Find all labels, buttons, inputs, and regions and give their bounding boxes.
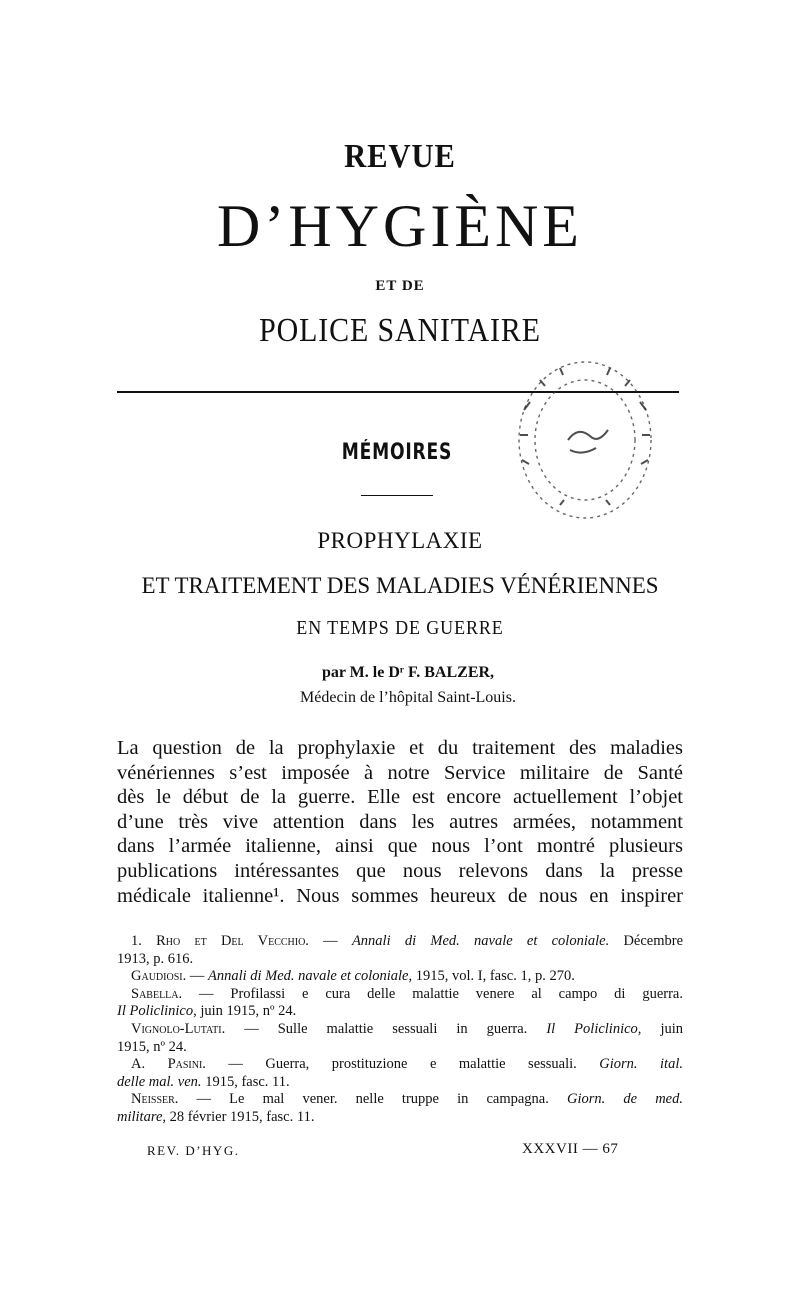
article-byline: par M. le Dʳ F. BALZER, <box>321 664 495 681</box>
article-title-line2: ET TRAITEMENT DES MALADIES VÉNÉRIENNES <box>141 573 659 598</box>
footnote-4-cont: 1915, nº 24. <box>117 1038 187 1055</box>
footnote-5-cont: delle mal. ven. 1915, fasc. 11. <box>117 1073 290 1090</box>
article-affiliation: Médecin de l’hôpital Saint-Louis. <box>300 689 516 706</box>
article-title-line1: PROPHYLAXIE <box>317 528 483 553</box>
footnote-4: Vignolo-Lutati. — Sulle malattie sessuali in guerra. Il Policlinico, juin <box>131 1020 684 1037</box>
body-line: médicale italienne¹. Nous sommes heureux de nous en inspirer <box>117 884 683 907</box>
footnote-5: A. Pasini. — Guerra, prostituzione e malattie sessuali. Giorn. ital. <box>131 1056 683 1073</box>
section-rule <box>361 495 433 496</box>
running-footer-journal: REV. D’HYG. <box>147 1143 240 1158</box>
footnote-2: Gaudiosi. — Annali di Med. navale et coloniale, 1915, vol. I, fasc. 1, p. 270. <box>131 968 575 985</box>
library-stamp-icon <box>500 340 670 520</box>
body-line: dès le début de la guerre. Elle est encore actuellement l’objet <box>117 786 683 809</box>
footnote-6: Neisser. — Le mal vener. nelle truppe in campagna. Giorn. de med. <box>131 1091 683 1108</box>
article-title-line3: EN TEMPS DE GUERRE <box>296 617 504 639</box>
body-line: dans l’armée italienne, ainsi que nous l’ont montré plusieurs <box>117 835 683 858</box>
body-line: d’une très vive attention dans les autres armées, notamment <box>117 810 683 833</box>
masthead-et-de: ET DE <box>375 278 425 294</box>
section-heading: MÉMOIRES <box>341 440 453 465</box>
masthead-revue: REVUE <box>344 138 456 175</box>
masthead-police-sanitaire: POLICE SANITAIRE <box>259 312 541 349</box>
running-footer-page: XXXVII — 67 <box>522 1141 619 1157</box>
footnote-1-cont: 1913, p. 616. <box>117 950 194 967</box>
masthead-title: D’HYGIÈNE <box>217 193 583 259</box>
footnote-3-cont: Il Policlinico, juin 1915, nº 24. <box>117 1003 297 1020</box>
footnote-3: Sabella. — Profilassi e cura delle malattie venere al campo di guerra. <box>131 985 683 1002</box>
body-line: publications intéressantes que nous relevons dans la presse <box>117 859 683 882</box>
footnotes <box>117 933 683 1127</box>
footnote-1: 1. Rho et Del Vecchio. — Annali di Med. navale et coloniale. Décembre <box>131 933 684 949</box>
body-paragraph <box>117 736 683 908</box>
footnote-6-cont: militare, 28 février 1915, fasc. 11. <box>117 1108 315 1125</box>
body-line: vénériennes s’est imposée à notre Service militaire de Santé <box>117 761 683 784</box>
body-line: La question de la prophylaxie et du traitement des maladies <box>117 737 683 759</box>
